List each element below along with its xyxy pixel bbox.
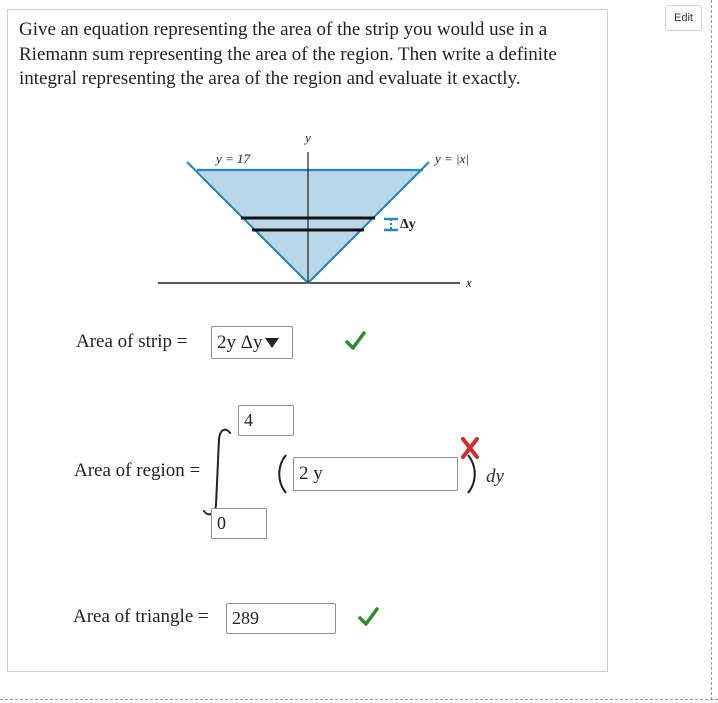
strip-select[interactable]	[211, 326, 293, 359]
edit-button[interactable]: Edit	[665, 5, 702, 31]
incorrect-x-icon	[460, 437, 480, 459]
upper-limit-input[interactable]	[238, 405, 294, 436]
triangle-label: Area of triangle =	[73, 606, 209, 627]
page-border-bottom	[0, 699, 718, 700]
question-text: Give an equation representing the area of the strip you would use in a Riemann sum representing the area of the region. Then write a definite integral representing the area of the region and evaluate it exactly.	[19, 19, 557, 89]
strip-label: Area of strip =	[76, 331, 188, 352]
left-paren-icon	[274, 452, 290, 496]
region-label: Area of region =	[74, 460, 201, 481]
curve-label: y = |x|	[435, 151, 469, 166]
integrand-input[interactable]	[293, 457, 458, 491]
strip-select-value: 2y Δy	[217, 331, 263, 353]
triangle-area-input[interactable]	[226, 603, 336, 634]
lower-limit-value: 0	[217, 513, 226, 533]
triangle-area-value: 289	[232, 608, 259, 628]
top-line-label: y = 17	[216, 151, 251, 166]
page-border-right	[711, 0, 712, 700]
strip-correct-check-icon	[344, 330, 366, 352]
x-axis-label: x	[466, 275, 472, 290]
region-diagram	[150, 128, 490, 298]
triangle-correct-check-icon	[357, 606, 379, 628]
integral-sign-icon	[196, 425, 240, 519]
delta-y-label: Δy	[400, 217, 416, 232]
integrand-value: 2 y	[299, 463, 323, 484]
chevron-down-icon	[265, 338, 279, 348]
y-axis-label: y	[305, 130, 311, 145]
lower-limit-input[interactable]	[211, 508, 267, 539]
dy-label: dy	[486, 466, 504, 487]
region-fill	[197, 170, 423, 283]
upper-limit-value: 4	[244, 410, 253, 430]
